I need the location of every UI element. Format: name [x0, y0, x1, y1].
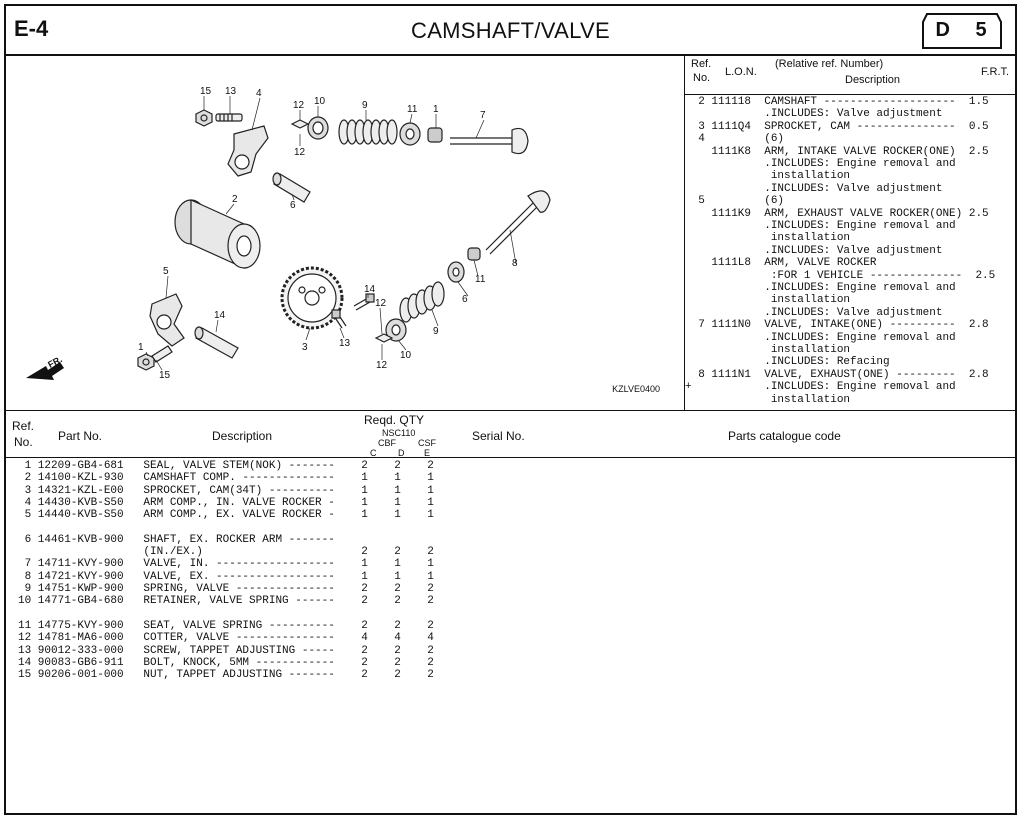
model-label: NSC110 [382, 428, 416, 438]
badge-label: D 5 [935, 19, 997, 41]
labor-line: 1111K8 ARM, INTAKE VALVE ROCKER(ONE) 2.5 [685, 145, 989, 158]
parts-row: 11 14775-KVY-900 SEAT, VALVE SPRING ---------- 2 2 2 [18, 619, 434, 632]
drawing-code: KZLVE0400 [612, 384, 660, 394]
variant-d-label: D [398, 448, 405, 458]
callout-label: 13 [339, 338, 351, 349]
callout-label: 5 [163, 266, 169, 277]
labor-line: .INCLUDES: Valve adjustment [685, 108, 943, 121]
labor-line: installation [685, 232, 851, 245]
labor-line: 7 1111N0 VALVE, INTAKE(ONE) ---------- 2.8 [685, 319, 989, 332]
parts-row: 5 14440-KVB-S50 ARM COMP., EX. VALVE ROCKER - 1 1 1 [18, 509, 434, 522]
page-title: CAMSHAFT/VALVE [411, 18, 610, 43]
section-code: E-4 [14, 16, 49, 41]
camshaft-icon [175, 200, 260, 268]
labor-line: .INCLUDES: Engine removal and [685, 220, 956, 232]
labor-frt-label: F.R.T. [981, 66, 1010, 78]
labor-line: .INCLUDES: Refacing [685, 356, 890, 369]
serial-number-label: Serial No. [472, 429, 525, 443]
retainer-icon [308, 117, 328, 139]
reqd-qty-label: Reqd. QTY [364, 413, 425, 427]
parts-illustration [6, 54, 684, 410]
labor-no-label: No. [693, 72, 711, 84]
parts-row: 7 14711-KVY-900 VALVE, IN. ------------------ 1 1 1 [18, 558, 434, 571]
cbf-label: CBF [378, 438, 396, 448]
parts-row: 10 14771-GB4-680 RETAINER, VALVE SPRING ------ 2 2 2 [18, 595, 434, 608]
parts-row: 8 14721-KVY-900 VALVE, EX. ------------------ 1 1 1 [18, 570, 434, 583]
labor-line: installation [685, 170, 851, 183]
parts-row: 9 14751-KWP-900 SPRING, VALVE --------------- 2 2 2 [18, 583, 434, 595]
stem-seal-icon [428, 128, 442, 142]
labor-relative-label: (Relative ref. Number) [775, 58, 884, 70]
parts-row: 13 90012-333-000 SCREW, TAPPET ADJUSTING ----- 2 2 2 [18, 644, 434, 657]
callout-label: 12 [376, 360, 388, 371]
callout-label: 12 [293, 100, 305, 111]
labor-line: installation [685, 393, 851, 406]
callout-label: 14 [214, 310, 226, 321]
cam-sprocket-icon [282, 268, 342, 328]
callout-label: 15 [200, 86, 212, 97]
screw-icon [152, 346, 172, 362]
intake-valve-icon [450, 128, 528, 153]
labor-line: .INCLUDES: Engine removal and [685, 331, 956, 344]
page-header [6, 6, 1015, 56]
labor-line: installation [685, 294, 851, 307]
labor-operations-panel [685, 54, 1015, 410]
spring-seat-icon [400, 123, 420, 145]
callout-label: 9 [433, 326, 439, 337]
labor-line: 1111K9 ARM, EXHAUST VALVE ROCKER(ONE) 2.5 [685, 207, 989, 220]
csf-label: CSF [418, 438, 436, 448]
labor-description-label: Description [845, 74, 901, 86]
labor-line: .INCLUDES: Valve adjustment [685, 182, 943, 195]
callout-label: 11 [407, 104, 418, 115]
rocker-shaft-icon [273, 173, 310, 202]
stem-seal-icon [468, 248, 480, 260]
rocker-arm-icon [228, 126, 268, 176]
catalogue-code-label: Parts catalogue code [728, 429, 841, 443]
callout-label: 8 [512, 258, 518, 269]
parts-row: 12 14781-MA6-000 COTTER, VALVE --------------- 4 4 4 [18, 632, 434, 645]
parts-row: 2 14100-KZL-930 CAMSHAFT COMP. -------------- 1 1 1 [18, 472, 434, 485]
parts-ref-label: Ref. [12, 419, 35, 433]
parts-row: 4 14430-KVB-S50 ARM COMP., IN. VALVE ROCKER - 1 1 1 [18, 496, 434, 509]
labor-ref-label: Ref. [691, 58, 712, 70]
labor-lon-label: L.O.N. [725, 66, 757, 78]
labor-line: .INCLUDES: Engine removal and [685, 282, 956, 294]
parts-row: 3 14321-KZL-E00 SPROCKET, CAM(34T) ---------- 1 1 1 [18, 484, 434, 497]
callout-label: 13 [225, 86, 237, 97]
front-label: FR. [46, 354, 64, 370]
description-label: Description [212, 429, 273, 443]
callout-label: 15 [159, 370, 171, 381]
section-badge [919, 12, 1005, 55]
labor-line: 1111L8 ARM, VALVE ROCKER [685, 257, 877, 270]
parts-row: (IN./EX.) 2 2 2 [18, 546, 434, 559]
callout-label: 4 [256, 88, 262, 99]
rocker-arm-icon [150, 294, 184, 346]
labor-line: 4 (6) [685, 133, 785, 146]
front-arrow-icon [26, 354, 64, 380]
screw-icon [216, 114, 242, 121]
callout-label: 10 [400, 350, 412, 361]
labor-line: 3 1111Q4 SPROCKET, CAM --------------- 0.5 [685, 120, 989, 133]
parts-table-header [6, 411, 1015, 458]
callout-label: 9 [362, 100, 368, 111]
callout-label: 10 [314, 96, 326, 107]
callout-label: 1 [433, 104, 439, 115]
page-frame [4, 4, 1017, 815]
callout-label: 11 [475, 274, 486, 285]
labor-line: installation [685, 344, 851, 356]
parts-no-label: No. [14, 435, 33, 449]
labor-header [685, 54, 1015, 95]
valve-spring-icon [400, 282, 444, 322]
labor-line: 2 111118 CAMSHAFT -------------------- 1.5 [685, 96, 989, 108]
variant-c-label: C [370, 448, 377, 458]
callout-label: 12 [375, 298, 387, 309]
exhaust-valve-icon [486, 191, 550, 254]
parts-row: 14 90083-GB6-911 BOLT, KNOCK, 5MM ------------ 2 2 2 [18, 656, 434, 669]
callout-label: 3 [302, 342, 308, 353]
parts-row: 15 90206-001-000 NUT, TAPPET ADJUSTING ------- 2 2 2 [18, 669, 434, 682]
valve-spring-icon [339, 120, 397, 144]
labor-line: .INCLUDES: Valve adjustment [685, 244, 943, 257]
callout-label: 1 [138, 342, 144, 353]
callout-label: 14 [364, 284, 376, 295]
spring-seat-icon [448, 262, 464, 282]
callout-label: 2 [232, 194, 238, 205]
callout-label: 6 [462, 294, 468, 305]
variant-e-label: E [424, 448, 431, 458]
labor-line: .INCLUDES: Engine removal and [685, 158, 956, 170]
exploded-diagram [6, 54, 685, 410]
labor-line: 8 1111N1 VALVE, EXHAUST(ONE) --------- 2.8 [685, 368, 989, 381]
labor-line: .INCLUDES: Valve adjustment [685, 306, 943, 319]
callout-label: 6 [290, 200, 296, 211]
rocker-shaft-icon [195, 327, 238, 358]
labor-line: :FOR 1 VEHICLE -------------- 2.5 [685, 269, 996, 282]
cotter-icon [292, 120, 308, 128]
nut-icon [196, 110, 212, 126]
knock-bolt-icon [354, 294, 374, 310]
labor-line: + .INCLUDES: Engine removal and [685, 381, 956, 394]
callout-label: 7 [480, 110, 486, 121]
labor-line: 5 (6) [685, 195, 785, 208]
part-number-label: Part No. [58, 429, 103, 443]
parts-row: 6 14461-KVB-900 SHAFT, EX. ROCKER ARM ------- [18, 533, 335, 546]
callout-label: 12 [294, 147, 306, 158]
parts-row: 1 12209-GB4-681 SEAL, VALVE STEM(NOK) ------- 2 2 2 [18, 460, 434, 472]
